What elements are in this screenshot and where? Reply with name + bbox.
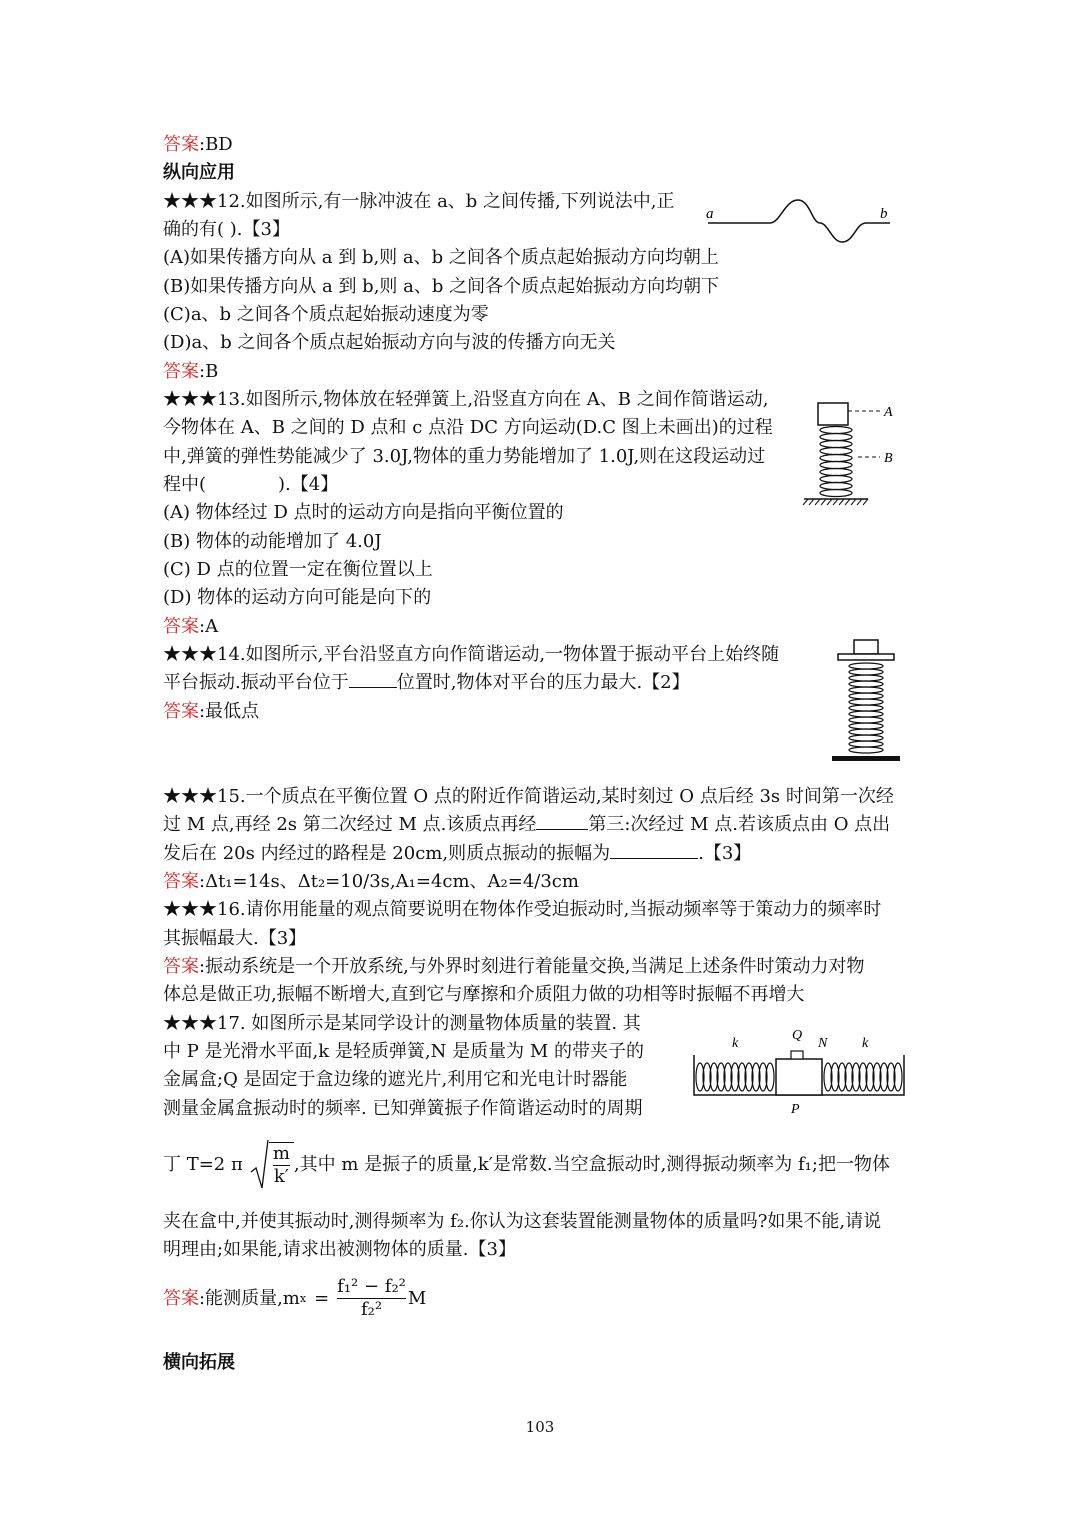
answer-value: :Δt₁=14s、Δt₂=10/3s,A₁=4cm、A₂=4/3cm [199,871,579,892]
formula-prefix: 丁 T=2 π [163,1154,243,1175]
answer-line-q13 [163,613,218,641]
label-k-right: k [862,1036,869,1051]
label-N: N [818,1036,828,1051]
shutter-plate [791,1051,803,1059]
q14-stem-part2: 位置时,物体对平台的压力最大.【2】 [396,672,690,693]
q13-stem-line1: ★★★13.如图所示,物体放在轻弹簧上,沿竖直方向在 A、B 之间作简谐运动, [163,389,769,410]
spring-coils [820,427,852,497]
answer-line-q12 [163,358,218,386]
section-heading-horizontal: 横向拓展 [163,1352,235,1373]
q16-stem-line2: 其振幅最大.【3】 [163,928,307,949]
q15-stem-part2: 第三:次经过 M 点.若该质点由 O 点出 [588,814,891,835]
q17-stem-line3: 金属盒;Q 是固定于盒边缘的遮光片,利用它和光电计时器能 [163,1069,628,1090]
platform-spring-figure [828,636,908,766]
label-A: A [884,405,893,420]
answer-line-q16 [163,953,865,981]
q13-stem-line4 [163,471,338,499]
answer-value: :B [199,361,219,382]
answer-line-q15 [163,868,579,896]
page-number: 103 [525,1418,555,1436]
q15-stem-part3: 发后在 20s 内经过的路程是 20cm,则质点振动的振幅为 [163,843,611,864]
answer-line-q17 [163,1276,426,1321]
answer-value: :A [199,616,219,637]
section-heading-vertical: 纵向应用 [163,162,235,183]
answer-label: 答案 [163,701,199,722]
q13-stem-line3: 中,弹簧的弹性势能减少了 3.0J,物体的重力势能增加了 1.0J,则在这段运动过 [163,446,766,467]
answer-label: 答案 [163,871,199,892]
q13-option-c: (C) D 点的位置一定在衡位置以上 [163,559,433,580]
label-b: b [880,206,888,222]
base [832,756,900,761]
q16-stem-line1: ★★★16.请你用能量的观点简要说明在物体作受迫振动时,当振动频率等于策动力的频率时 [163,899,882,920]
fill-blank [349,669,397,688]
answer-equals: = [314,1287,330,1309]
answer-label: 答案 [163,1287,199,1309]
q17-stem-line6: 夹在盒中,并使其振动时,测得频率为 f₂.你认为这套装置能测量物体的质量吗?如果不能,请说 [163,1211,882,1232]
answer-value: :最低点 [199,701,260,722]
q12-option-d: (D)a、b 之间各个质点起始振动方向与波的传播方向无关 [163,332,616,353]
fraction-denominator: f₂² [360,1299,383,1320]
answer-line-q14 [163,698,259,726]
answer-subscript: x [299,1291,307,1305]
label-a: a [706,206,714,222]
q12-option-a: (A)如果传播方向从 a 到 b,则 a、b 之间各个质点起始振动方向均朝上 [163,247,719,268]
fraction-numerator: m [272,1143,290,1164]
answer-prefix: :能测质量,m [199,1287,300,1309]
q14-stem-line1: ★★★14.如图所示,平台沿竖直方向作简谐运动,一物体置于振动平台上始终随 [163,644,780,665]
fraction-denominator: k′ [273,1166,289,1187]
label-Q: Q [792,1028,803,1043]
q13-option-b: (B) 物体的动能增加了 4.0J [163,531,382,552]
q17-stem-line7: 明理由;如果能,请求出被测物体的质量.【3】 [163,1239,516,1260]
q13-option-a: (A) 物体经过 D 点时的运动方向是指向平衡位置的 [163,502,564,523]
answer-fraction [337,1276,406,1321]
fraction-numerator: f₁² − f₂² [337,1276,406,1297]
sqrt-sign [249,1138,269,1192]
q15-stem-line3 [163,840,751,868]
answer-label: 答案 [163,616,199,637]
answer-suffix: M [407,1287,427,1309]
q17-stem-line2: 中 P 是光滑水平面,k 是轻质弹簧,N 是质量为 M 的带夹子的 [163,1041,644,1062]
platform [838,654,894,660]
label-P: P [791,1102,800,1117]
right-spring [824,1063,902,1091]
q15-stem-part1: 过 M 点,再经 2s 第二次经过 M 点.该质点再经 [163,814,537,835]
answer-label: 答案 [163,134,199,155]
sqrt-fraction [269,1142,294,1188]
label-k-left: k [732,1036,739,1051]
formula-suffix: ,其中 m 是振子的质量,k′是常数.当空盒振动时,测得振动频率为 f₁;把一物体 [293,1154,890,1175]
q13-option-d: (D) 物体的运动方向可能是向下的 [163,587,432,608]
sqrt-expression [249,1138,294,1192]
q15-stem-line2 [163,811,890,839]
q17-stem-line1: ★★★17. 如图所示是某同学设计的测量物体质量的装置. 其 [163,1013,641,1034]
answer-label: 答案 [163,956,199,977]
spring-box-apparatus-figure [690,1025,915,1120]
block [818,403,848,425]
q14-stem-line2 [163,669,690,697]
metal-box [776,1059,822,1095]
q12-stem-line2: 确的有( ).【3】 [163,219,290,240]
q12-option-c: (C)a、b 之间各个质点起始振动速度为零 [163,304,489,325]
spring-block-figure [800,395,910,515]
ground-hatching [803,499,868,505]
left-spring [696,1063,774,1091]
answer-line-q16-cont: 体总是做正功,振幅不断增大,直到它与摩擦和介质阻力做的功相等时振幅不再增大 [163,984,805,1005]
fill-blank [610,840,698,859]
pulse-wave-figure [700,190,900,250]
q15-stem-line1: ★★★15.一个质点在平衡位置 O 点的附近作简谐运动,某时刻过 O 点后经 3s 时间第一次经 [163,786,894,807]
answer-label: 答案 [163,361,199,382]
answer-value: :BD [199,134,233,155]
q17-stem-line4: 测量金属盒振动时的频率. 已知弹簧振子作简谐运动时的周期 [163,1098,643,1119]
q12-stem-line1: ★★★12.如图所示,有一脉冲波在 a、b 之间传播,下列说法中,正 [163,191,675,212]
answer-line-q11 [163,131,233,159]
q17-formula-line [163,1138,890,1192]
q13-stem-part2: ).【4】 [278,474,339,495]
q12-option-b: (B)如果传播方向从 a 到 b,则 a、b 之间各个质点起始振动方向均朝下 [163,276,720,297]
spring-coils [849,663,883,753]
q14-stem-part1: 平台振动.振动平台位于 [163,672,349,693]
q15-stem-part4: .【3】 [698,843,752,864]
q13-stem-part1: 程中( [163,474,207,495]
object-block [854,640,878,654]
pulse-wave-curve [708,200,890,242]
label-B: B [884,451,893,466]
q13-stem-line2: 今物体在 A、B 之间的 D 点和 c 点沿 DC 方向运动(D.C 图上未画出)的过程 [163,417,773,438]
answer-value: :振动系统是一个开放系统,与外界时刻进行着能量交换,当满足上述条件时策动力对物 [199,956,865,977]
fill-blank [536,811,588,830]
